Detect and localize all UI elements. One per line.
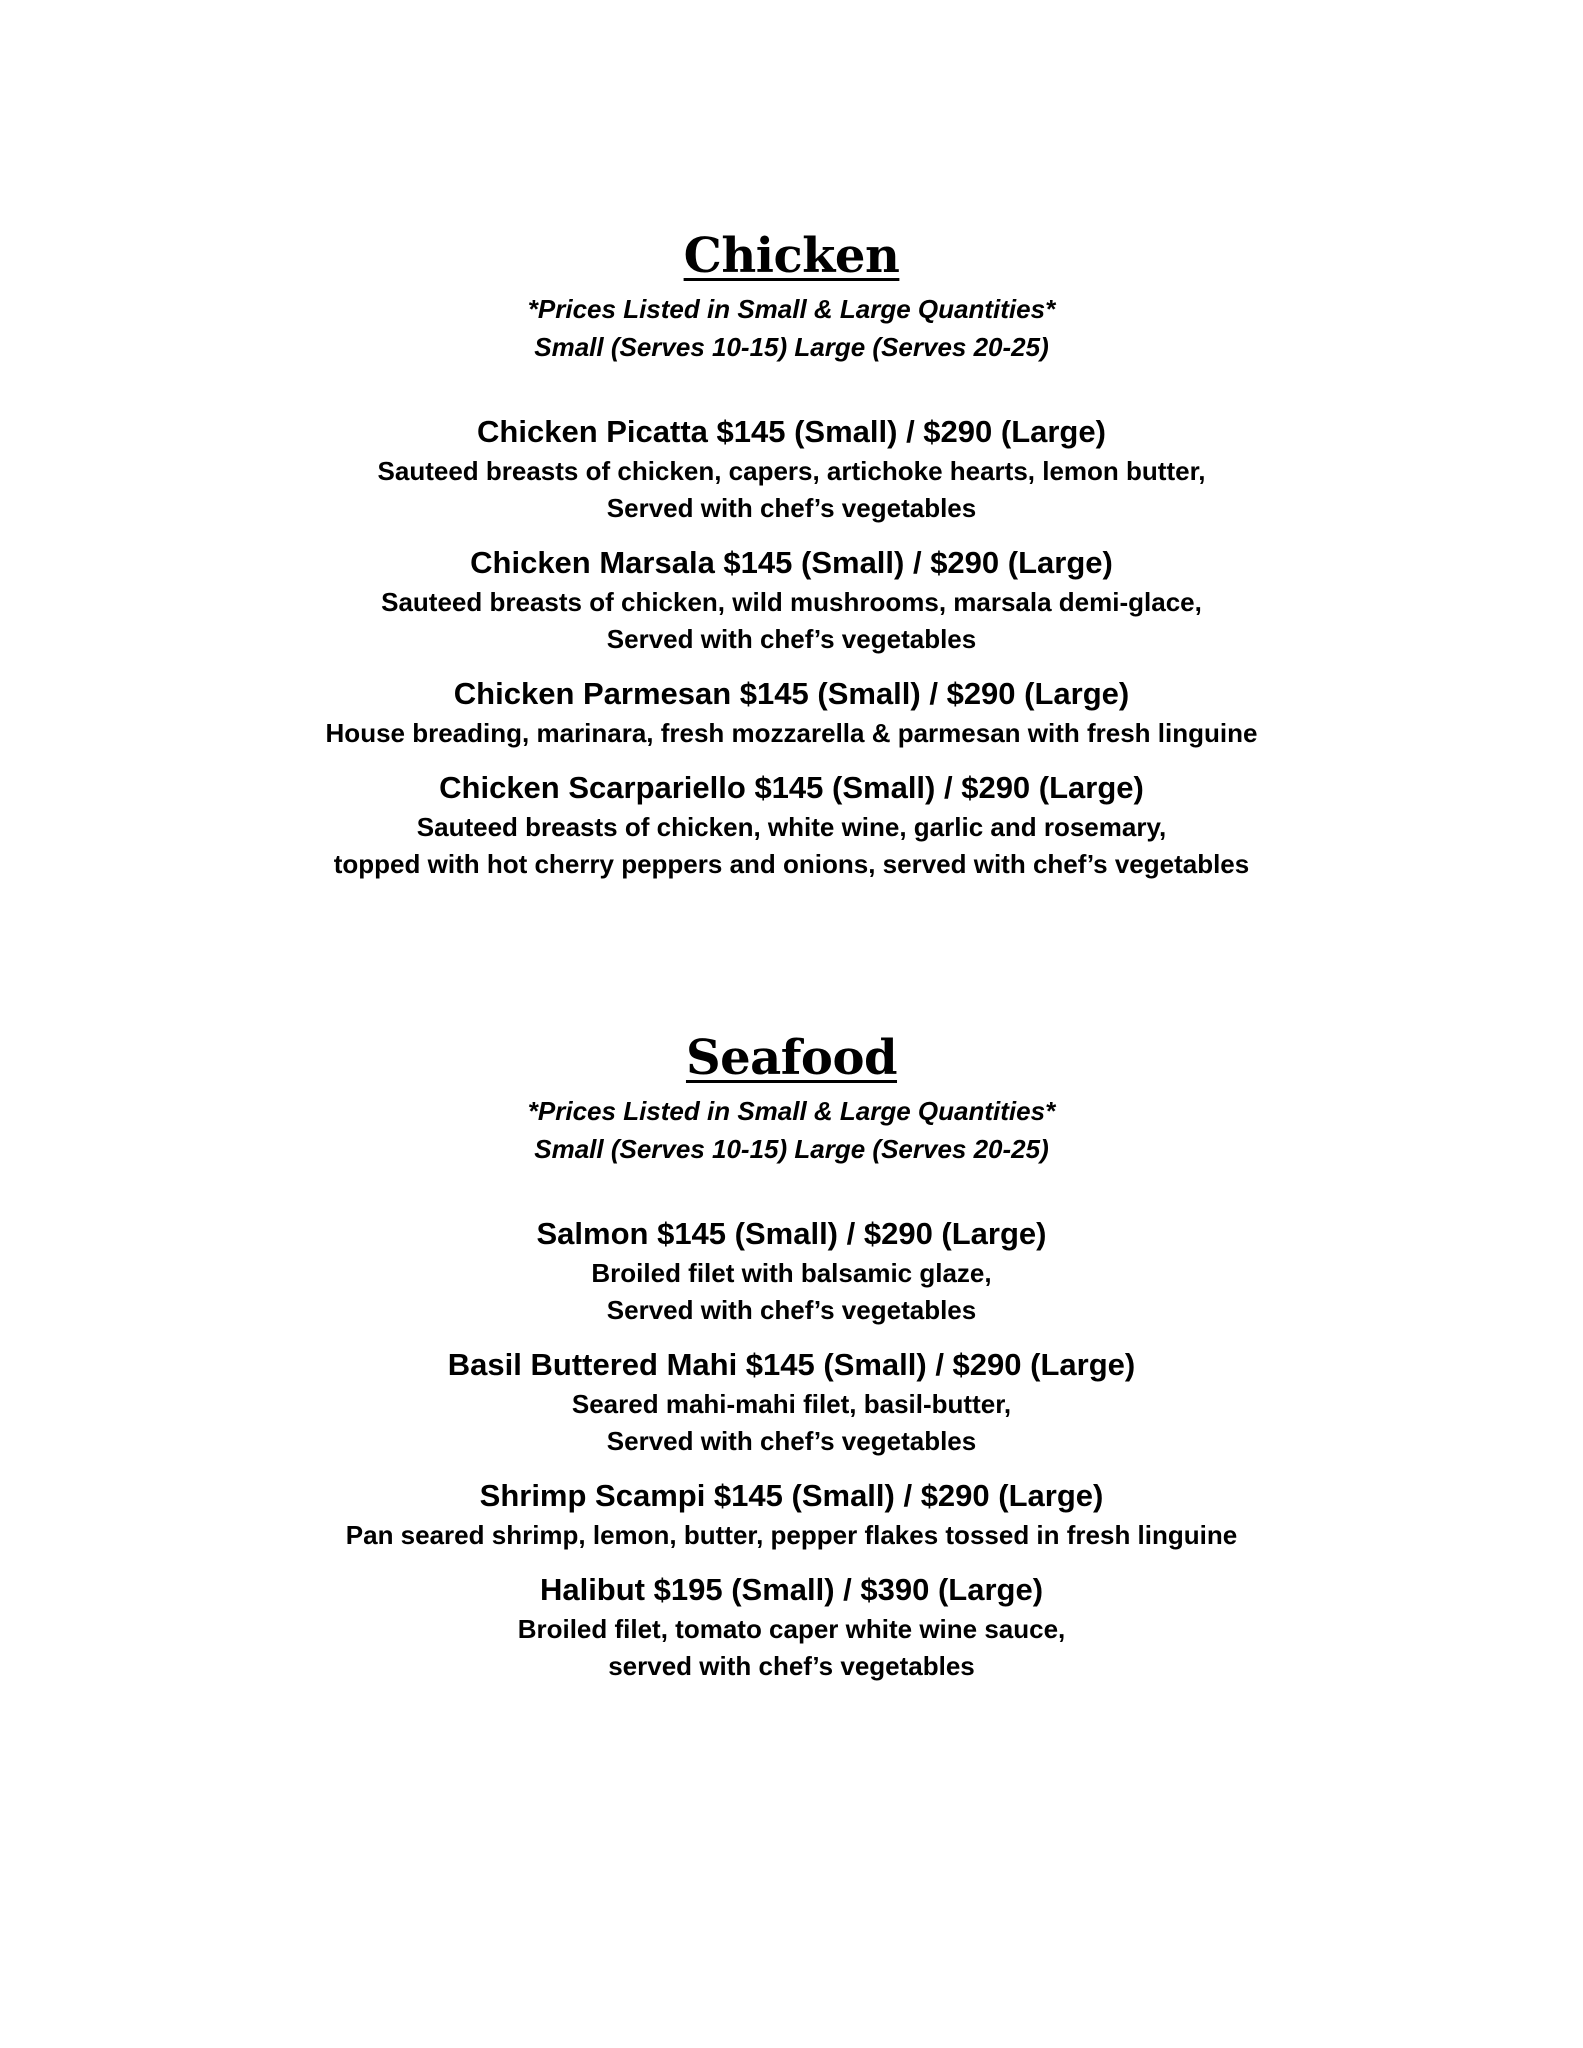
menu-item-halibut	[0, 1569, 1583, 1685]
chicken-serving-note: Small (Serves 10-15) Large (Serves 20-25)	[534, 332, 1049, 362]
menu-item-basil-buttered-mahi	[0, 1344, 1583, 1460]
menu-item-description: topped with hot cherry peppers and onions, served with chef’s vegetables	[333, 849, 1250, 879]
menu-item-name: Chicken Picatta $145 (Small) / $290 (Large)	[477, 414, 1106, 449]
menu-item-description: House breading, marinara, fresh mozzarella & parmesan with fresh linguine	[325, 718, 1258, 748]
menu-item-name: Salmon $145 (Small) / $290 (Large)	[536, 1216, 1047, 1251]
menu-item-chicken-parmesan	[0, 673, 1583, 752]
menu-item-description: Sauteed breasts of chicken, wild mushrooms, marsala demi-glace,	[381, 587, 1202, 617]
menu-item-chicken-marsala	[0, 542, 1583, 658]
menu-item-description: Served with chef’s vegetables	[606, 1426, 977, 1456]
menu-item-shrimp-scampi	[0, 1475, 1583, 1554]
menu-item-name: Chicken Marsala $145 (Small) / $290 (Large)	[470, 545, 1113, 580]
menu-item-description: Seared mahi-mahi filet, basil-butter,	[571, 1389, 1012, 1419]
menu-item-name: Halibut $195 (Small) / $390 (Large)	[539, 1572, 1044, 1607]
menu-item-salmon	[0, 1213, 1583, 1329]
chicken-section	[0, 228, 1583, 898]
menu-item-description: Sauteed breasts of chicken, capers, artichoke hearts, lemon butter,	[377, 456, 1206, 486]
seafood-section	[0, 1030, 1583, 1700]
menu-item-name: Shrimp Scampi $145 (Small) / $290 (Large)	[479, 1478, 1104, 1513]
menu-item-description: Sauteed breasts of chicken, white wine, garlic and rosemary,	[416, 812, 1167, 842]
seafood-item-list	[0, 1213, 1583, 1685]
chicken-quantity-note: *Prices Listed in Small & Large Quantities*	[527, 294, 1056, 324]
chicken-section-title: Chicken	[683, 228, 900, 284]
chicken-item-list	[0, 411, 1583, 883]
menu-item-name: Chicken Parmesan $145 (Small) / $290 (Large)	[453, 676, 1130, 711]
seafood-quantity-note: *Prices Listed in Small & Large Quantities*	[527, 1096, 1056, 1126]
menu-item-chicken-picatta	[0, 411, 1583, 527]
menu-item-description: Pan seared shrimp, lemon, butter, pepper flakes tossed in fresh linguine	[345, 1520, 1238, 1550]
menu-item-name: Chicken Scarpariello $145 (Small) / $290 (Large)	[439, 770, 1144, 805]
menu-item-description: served with chef’s vegetables	[608, 1651, 975, 1681]
seafood-section-title: Seafood	[685, 1030, 898, 1086]
menu-item-description: Served with chef’s vegetables	[606, 493, 977, 523]
menu-item-chicken-scarpariello	[0, 767, 1583, 883]
seafood-serving-note: Small (Serves 10-15) Large (Serves 20-25)	[534, 1134, 1049, 1164]
menu-item-name: Basil Buttered Mahi $145 (Small) / $290 (Large)	[447, 1347, 1136, 1382]
menu-item-description: Served with chef’s vegetables	[606, 1295, 977, 1325]
menu-item-description: Served with chef’s vegetables	[606, 624, 977, 654]
menu-item-description: Broiled filet with balsamic glaze,	[591, 1258, 992, 1288]
menu-item-description: Broiled filet, tomato caper white wine sauce,	[517, 1614, 1066, 1644]
